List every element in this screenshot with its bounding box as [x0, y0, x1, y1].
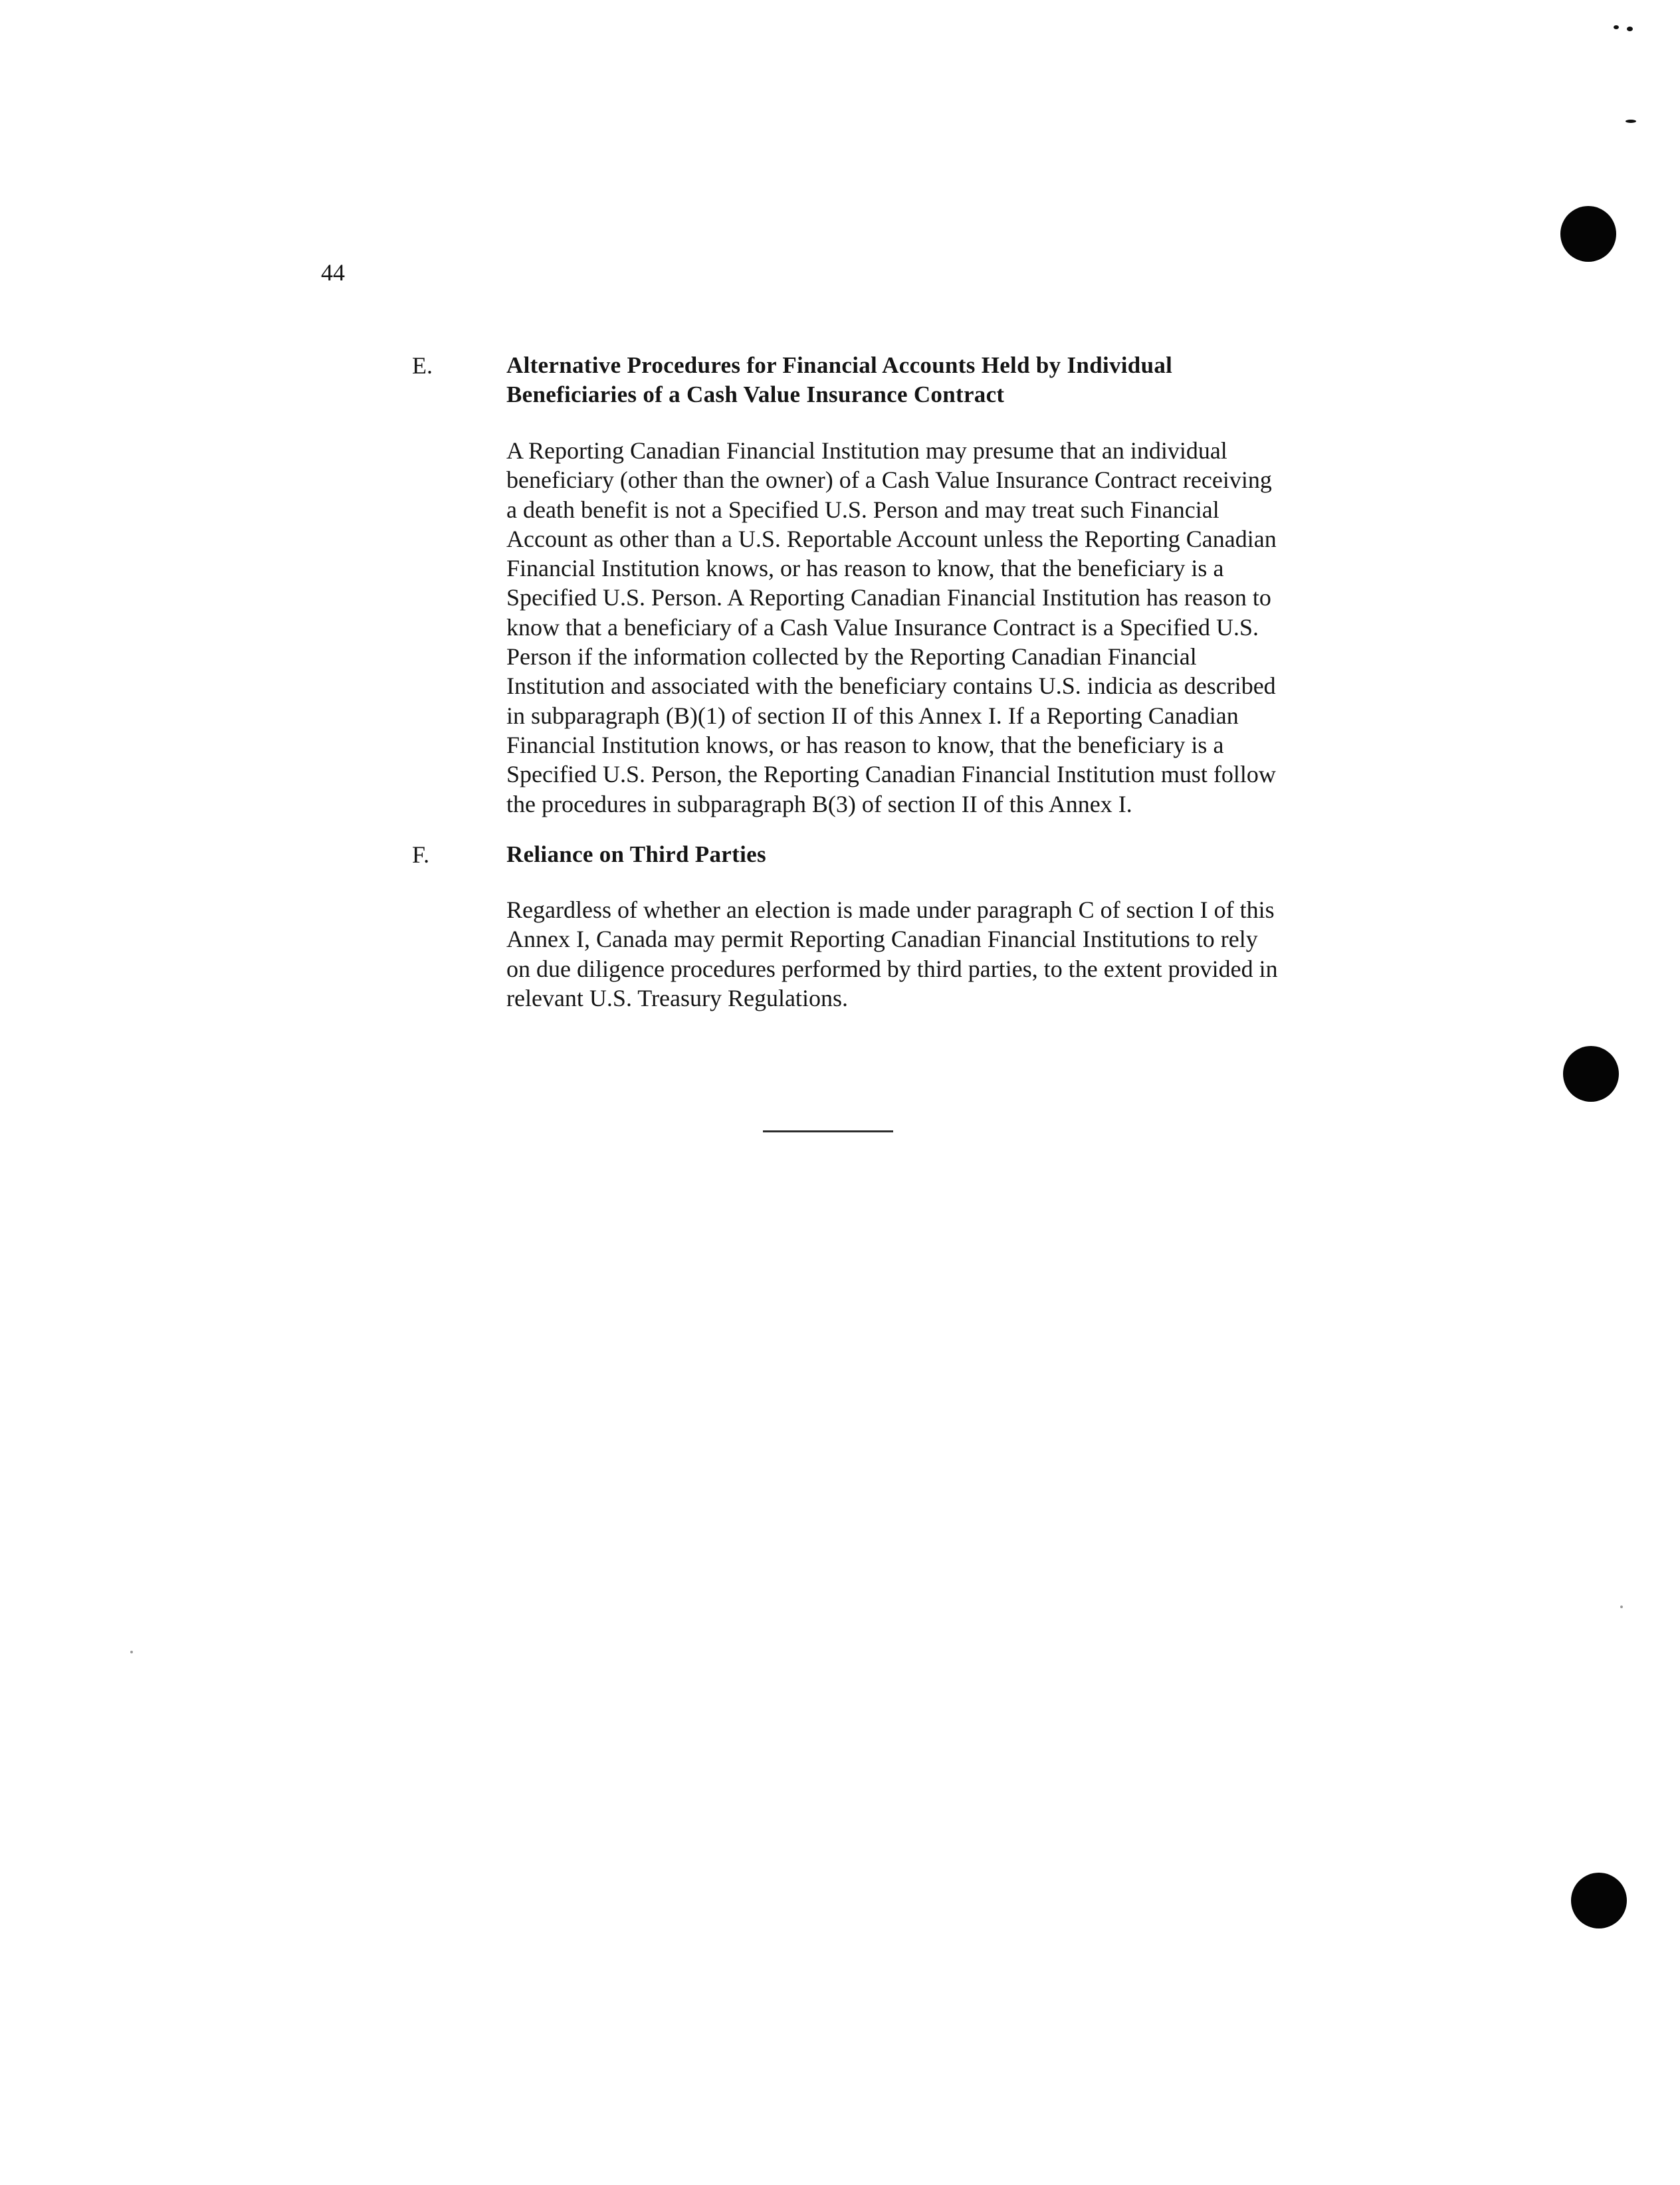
section-heading: [506, 840, 1370, 869]
scan-speck: [1614, 25, 1619, 29]
scan-speck: [1620, 1606, 1623, 1608]
punch-hole-bottom: [1571, 1873, 1627, 1928]
heading-line: Beneficiaries of a Cash Value Insurance Contract: [506, 381, 1005, 407]
paragraph-line: Account as other than a U.S. Reportable Account unless the Reporting Canadian: [506, 525, 1277, 552]
paragraph-line: Person if the information collected by the Reporting Canadian Financial: [506, 643, 1197, 671]
section-paragraph: [506, 895, 1364, 1013]
paragraph-line: in subparagraph (B)(1) of section II of this Annex I. If a Reporting Canadian: [506, 702, 1239, 729]
page-number: 44: [321, 259, 345, 286]
paragraph-line: beneficiary (other than the owner) of a Cash Value Insurance Contract receiving: [506, 467, 1272, 494]
paragraph-line: Regardless of whether an election is made under paragraph C of section I of this: [506, 896, 1275, 923]
scan-speck: [130, 1651, 133, 1653]
paragraph-line: Financial Institution knows, or has reason to know, that the beneficiary is a: [506, 731, 1224, 758]
scan-speck: [1627, 27, 1633, 31]
paragraph-line: on due diligence procedures performed by third parties, to the extent provided in: [506, 955, 1278, 982]
paragraph-line: A Reporting Canadian Financial Institution may presume that an individual: [506, 437, 1227, 464]
scan-speck: [1626, 120, 1636, 123]
paragraph-line: Specified U.S. Person, the Reporting Canadian Financial Institution must follow: [506, 761, 1276, 788]
paragraph-line: Specified U.S. Person. A Reporting Canadian Financial Institution has reason to: [506, 584, 1271, 611]
end-rule: [763, 1130, 893, 1132]
section-paragraph: [506, 436, 1364, 819]
paragraph-line: know that a beneficiary of a Cash Value Insurance Contract is a Specified U.S.: [506, 613, 1259, 641]
punch-hole-top: [1560, 206, 1616, 262]
section-letter: F.: [412, 841, 430, 868]
paragraph-line: Annex I, Canada may permit Reporting Canadian Financial Institutions to rely: [506, 926, 1258, 953]
punch-hole-middle: [1563, 1046, 1619, 1102]
paragraph-line: the procedures in subparagraph B(3) of section II of this Annex I.: [506, 790, 1132, 817]
heading-line: Reliance on Third Parties: [506, 841, 766, 867]
section-letter: E.: [412, 352, 433, 379]
heading-line: Alternative Procedures for Financial Accounts Held by Individual: [506, 352, 1173, 378]
paragraph-line: a death benefit is not a Specified U.S. Person and may treat such Financial: [506, 496, 1219, 523]
section-heading: [506, 351, 1370, 409]
paragraph-line: Institution and associated with the beneficiary contains U.S. indicia as described: [506, 673, 1276, 700]
paragraph-line: Financial Institution knows, or has reason to know, that the beneficiary is a: [506, 555, 1224, 582]
paragraph-line: relevant U.S. Treasury Regulations.: [506, 984, 848, 1011]
